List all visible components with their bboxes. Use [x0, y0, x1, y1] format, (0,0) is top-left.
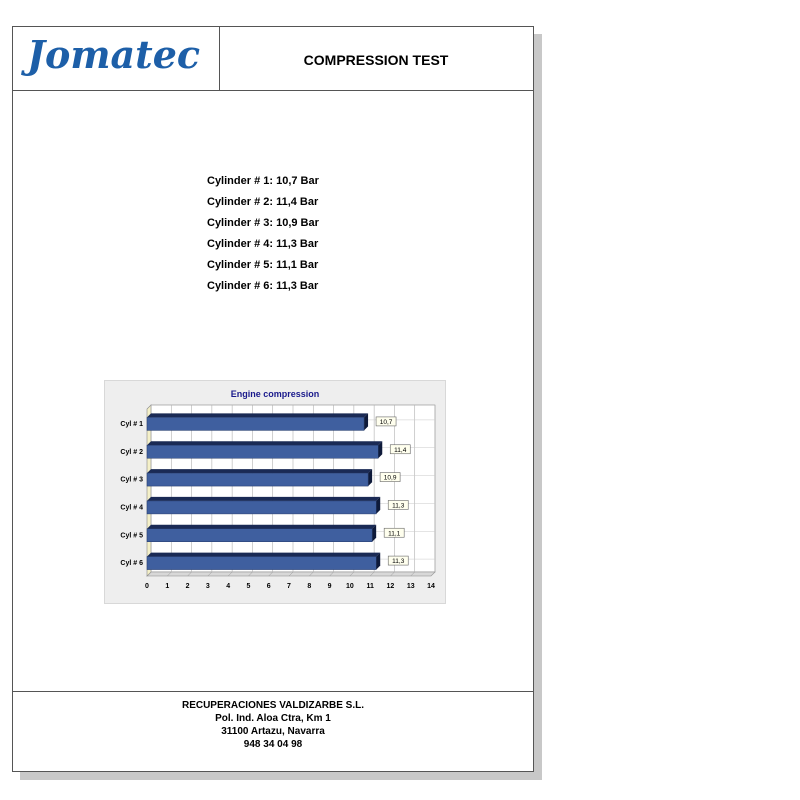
category-label: Cyl # 4 [120, 504, 143, 512]
bar [147, 445, 378, 458]
category-label: Cyl # 6 [120, 560, 143, 568]
x-tick-label: 2 [185, 583, 190, 590]
reading-cylinder-2: Cylinder # 2: 11,4 Bar [207, 196, 319, 208]
x-tick-label: 14 [427, 583, 435, 590]
data-label: 11,3 [392, 558, 405, 566]
data-label: 11,4 [394, 446, 407, 454]
data-label: 10,7 [379, 418, 393, 426]
data-label: 11,3 [392, 502, 405, 510]
chart-svg [105, 381, 445, 603]
x-tick-label: 3 [205, 583, 210, 590]
compression-chart [104, 380, 446, 604]
bar-top [147, 525, 376, 529]
footer-city: 31100 Artazu, Navarra [221, 726, 325, 737]
reading-cylinder-6: Cylinder # 6: 11,3 Bar [207, 280, 319, 292]
bar [147, 557, 376, 570]
x-tick-label: 4 [226, 583, 231, 590]
footer-phone: 948 34 04 98 [243, 739, 303, 750]
x-tick-label: 11 [366, 583, 374, 590]
category-label: Cyl # 3 [120, 476, 143, 484]
chart-title: Engine compression [230, 389, 320, 399]
x-tick-label: 9 [327, 583, 332, 590]
reading-cylinder-1: Cylinder # 1: 10,7 Bar [207, 175, 319, 187]
report-footer [13, 691, 533, 772]
footer-company: RECUPERACIONES VALDIZARBE S.L. [181, 700, 365, 711]
x-tick-label: 10 [345, 583, 354, 590]
x-tick-label: 0 [145, 583, 149, 590]
reading-cylinder-4: Cylinder # 4: 11,3 Bar [207, 238, 319, 250]
category-label: Cyl # 5 [120, 532, 143, 540]
bar [147, 417, 364, 430]
bar-top [147, 497, 380, 501]
x-tick-label: 5 [246, 583, 251, 590]
category-label: Cyl # 1 [120, 420, 143, 428]
data-label: 10,9 [383, 474, 397, 482]
bar-top [147, 441, 382, 445]
category-label: Cyl # 2 [120, 448, 143, 456]
x-tick-label: 1 [165, 583, 170, 590]
bar [147, 529, 372, 542]
bar-top [147, 469, 372, 473]
bar-top [147, 413, 368, 417]
bar [147, 501, 376, 514]
company-logo: Jomatec [27, 32, 201, 77]
footer-address: Pol. Ind. Aloa Ctra, Km 1 [215, 713, 331, 724]
report-page [12, 26, 534, 772]
logo-cell [13, 27, 220, 90]
data-label: 11,1 [388, 530, 401, 538]
report-header [13, 27, 533, 91]
x-tick-label: 7 [287, 583, 291, 590]
x-tick-label: 12 [386, 583, 395, 590]
bar [147, 473, 368, 486]
reading-cylinder-3: Cylinder # 3: 10,9 Bar [207, 217, 319, 229]
bar-top [147, 553, 380, 557]
reading-cylinder-5: Cylinder # 5: 11,1 Bar [207, 259, 319, 271]
x-tick-label: 8 [307, 583, 312, 590]
x-tick-label: 6 [266, 583, 271, 590]
report-title: COMPRESSION TEST [303, 52, 449, 68]
x-tick-label: 13 [406, 583, 415, 590]
